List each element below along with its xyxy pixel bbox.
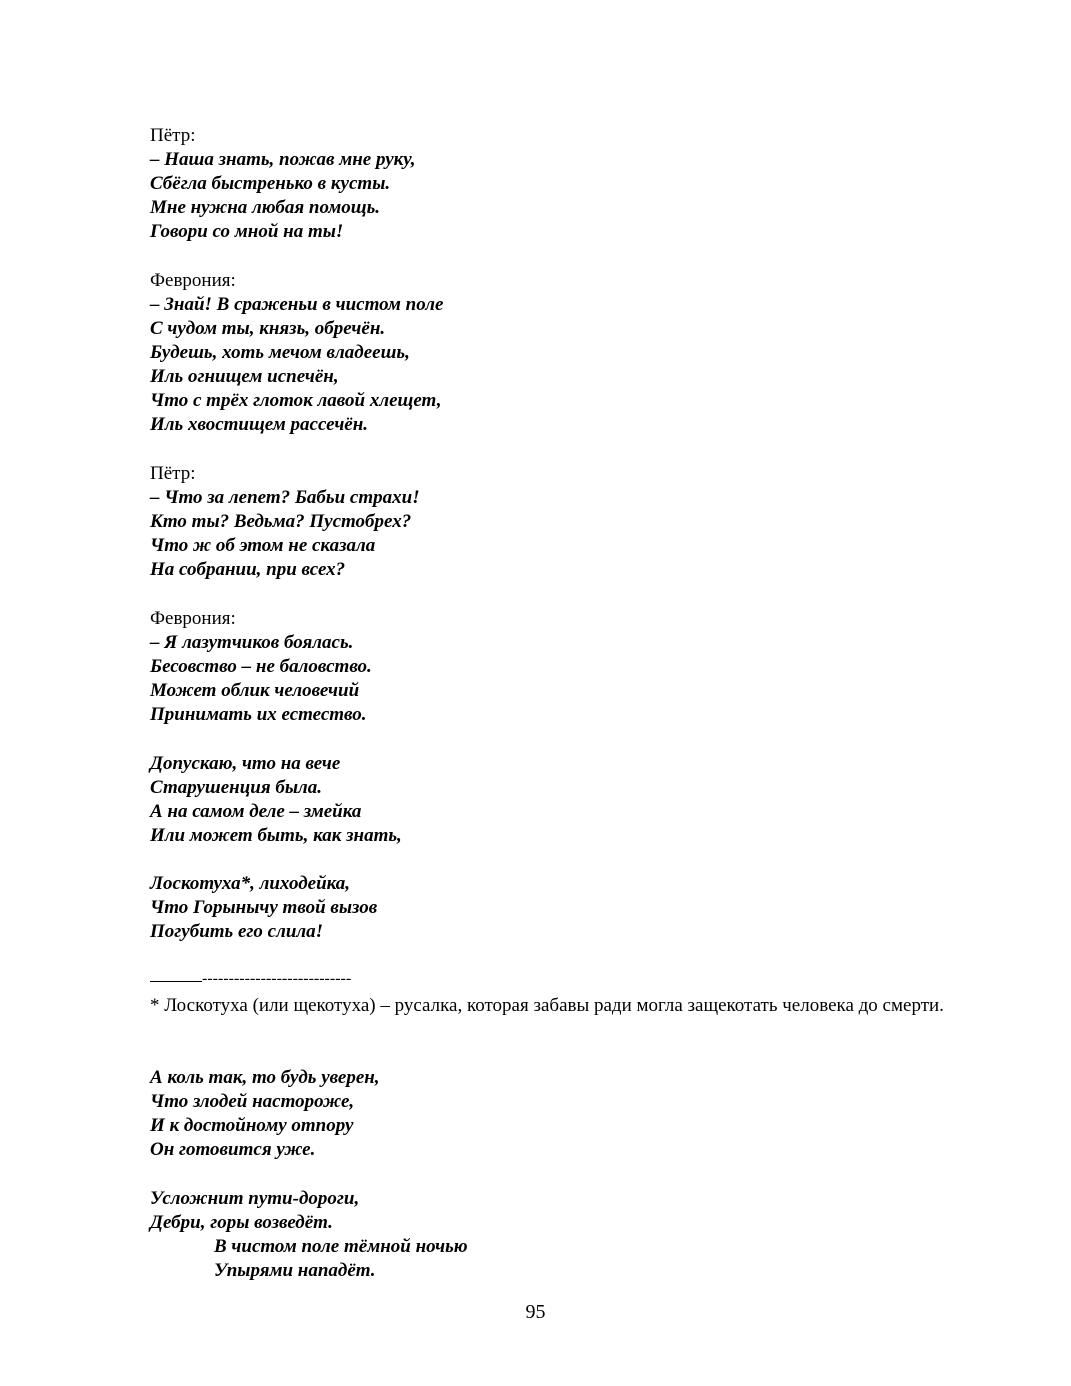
verse-line: – Я лазутчиков боялась. bbox=[150, 632, 354, 653]
verse-line: Принимать их естество. bbox=[150, 704, 367, 725]
verse-line: Старушенция была. bbox=[150, 777, 323, 798]
verse-line: На собрании, при всех? bbox=[150, 559, 346, 580]
speaker-label: Пётр: bbox=[150, 125, 196, 146]
verse-line: Иль хвостищем рассечён. bbox=[150, 414, 369, 435]
speaker-label: Пётр: bbox=[150, 463, 196, 484]
verse-line: Кто ты? Ведьма? Пустобрех? bbox=[150, 511, 412, 532]
verse-line: Бесовство – не баловство. bbox=[150, 656, 372, 677]
verse-line: Он готовится уже. bbox=[150, 1139, 316, 1160]
verse-line: С чудом ты, князь, обречён. bbox=[150, 318, 386, 339]
verse-line: Допускаю, что на вече bbox=[150, 753, 341, 774]
verse-line: А коль так, то будь уверен, bbox=[150, 1067, 380, 1088]
verse-line: Что ж об этом не сказала bbox=[150, 535, 376, 556]
verse-line: Усложнит пути-дороги, bbox=[150, 1188, 360, 1209]
footnote-separator bbox=[150, 981, 202, 982]
verse-line: Будешь, хоть мечом владеешь, bbox=[150, 342, 410, 363]
verse-line: Иль огнищем испечён, bbox=[150, 366, 339, 387]
footnote: * Лоскотуха (или щекотуха) – русалка, которая забавы ради могла защекотать человека до смерти. bbox=[150, 995, 944, 1016]
speaker-label: Феврония: bbox=[150, 270, 236, 291]
verse-line: Может облик человечий bbox=[150, 680, 360, 701]
verse-line: Что Горынычу твой вызов bbox=[150, 897, 378, 918]
verse-line: Дебри, горы возведёт. bbox=[150, 1212, 333, 1233]
verse-line: Мне нужна любая помощь. bbox=[150, 197, 381, 218]
page-number: 95 bbox=[525, 1301, 546, 1323]
verse-line: Погубить его слила! bbox=[150, 921, 324, 942]
verse-line: – Знай! В сраженьи в чистом поле bbox=[150, 294, 444, 315]
verse-line: Что злодей настороже, bbox=[150, 1091, 355, 1112]
verse-line: И к достойному отпору bbox=[150, 1115, 354, 1136]
verse-line: А на самом деле – змейка bbox=[150, 801, 362, 822]
verse-line-indented: В чистом поле тёмной ночью bbox=[214, 1236, 468, 1257]
verse-line: – Что за лепет? Бабьи страхи! bbox=[150, 487, 420, 508]
verse-line: Лоскотуха*, лиходейка, bbox=[150, 873, 351, 894]
speaker-label: Феврония: bbox=[150, 608, 236, 629]
verse-line: Или может быть, как знать, bbox=[150, 825, 402, 846]
verse-line-indented: Упырями нападёт. bbox=[214, 1260, 376, 1281]
verse-line: – Наша знать, пожав мне руку, bbox=[150, 149, 416, 170]
verse-line: Говори со мной на ты! bbox=[150, 221, 344, 242]
verse-line: Сбёгла быстренько в кусты. bbox=[150, 173, 391, 194]
footnote-separator-dashes: ---------------------------- bbox=[202, 970, 352, 987]
verse-line: Что с трёх глоток лавой хлещет, bbox=[150, 390, 442, 411]
